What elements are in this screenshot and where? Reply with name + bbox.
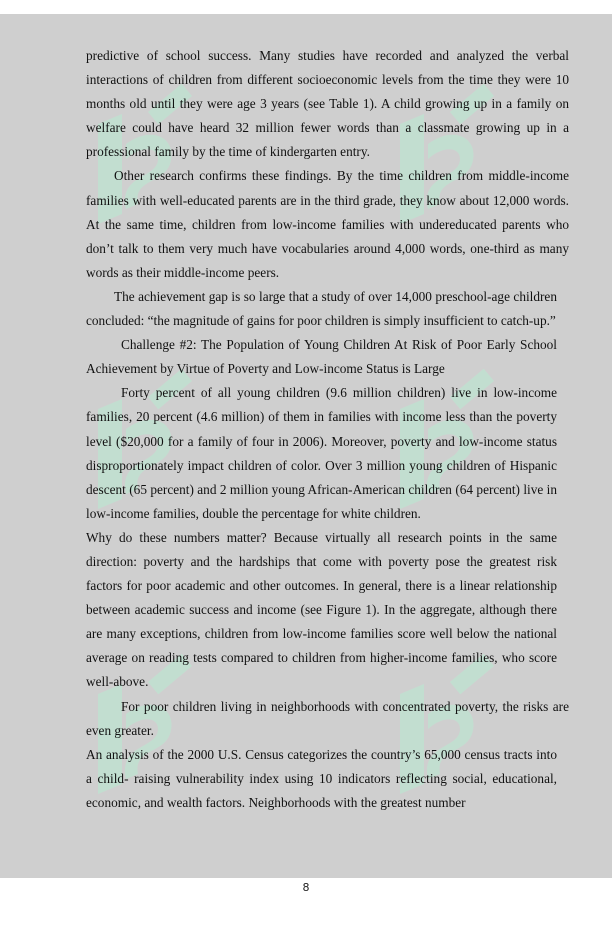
body-text — [86, 44, 569, 815]
page-number: 8 — [302, 881, 310, 894]
top-margin — [0, 0, 612, 14]
paragraph: The achievement gap is so large that a study of over 14,000 preschool-age children concluded: “the magnitude of gains for poor children is simply insufficient to catch-up.” — [86, 288, 557, 329]
paragraph: Other research confirms these findings. By the time children from middle-income families with well-educated parents are in the third grade, they know about 12,000 words. At the same time, children from low-income families with undereducated parents who don’t talk to them very much have vocabularies around 4,000 words, one-third as many words as their middle-income peers. — [86, 168, 569, 280]
paragraph: predictive of school success. Many studies have recorded and analyzed the verbal interactions of children from different socioeconomic levels from the time they were 10 months old until they were age 3 years (see Table 1). A child growing up in a family on welfare could have heard 32 million fewer words than a classmate growing up in a professional family by the time of kindergarten entry. — [86, 48, 569, 160]
section-heading: Challenge #2: The Population of Young Children At Risk of Poor Early School Achievement by Virtue of Poverty and Low-income Status is Large — [86, 337, 557, 377]
paragraph: Why do these numbers matter? Because virtually all research points in the same direction: poverty and the hardships that come with poverty pose the greatest risk factors for poor academic and other outcomes. In general, there is a linear relationship between academic success and income (see Figure 1). In the aggregate, although there are many exceptions, children from low-income families score well below the national average on reading tests compared to children from higher-income families, who score well-above. — [86, 529, 557, 690]
paragraph: For poor children living in neighborhoods with concentrated poverty, the risks are even greater. — [86, 698, 569, 738]
paragraph: An analysis of the 2000 U.S. Census categorizes the country’s 65,000 census tracts into a child- raising vulnerability index using 10 indicators reflecting social, educational, economic, and wealth factors. Neighborhoods with the greatest number — [86, 746, 557, 810]
paragraph: Forty percent of all young children (9.6 million children) live in low-income families, 20 percent (4.6 million) of them in families with income less than the poverty level ($20,000 for a family of four in 2006). Moreover, poverty and low-income status disproportionately impact children of color. Over 3 million young children of Hispanic descent (65 percent) and 2 million young African-American children (64 percent) live in low-income families, double the percentage for white children. — [86, 385, 557, 521]
